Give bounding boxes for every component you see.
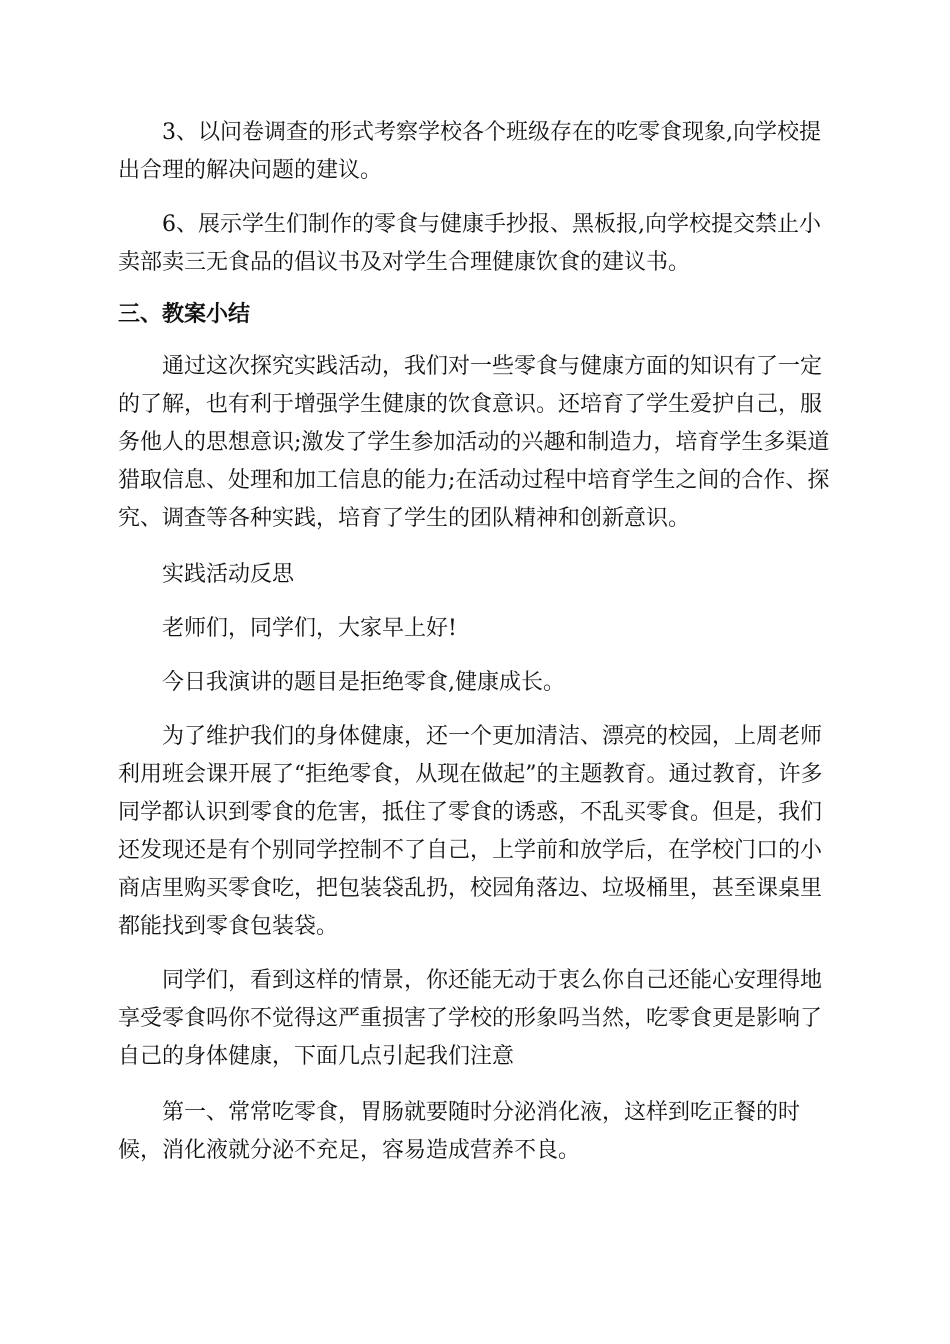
background-paragraph: 为了维护我们的身体健康，还一个更加清洁、漂亮的校园，上周老师利用班会课开展了“拒绝零食，从现在做起”的主题教育。通过教育，许多同学都认识到零食的危害，抵住了零食的诱惑，不乱买零食。但是，我们还发现还是有个别同学控制不了自己，上学前和放学后，在学校门口的小商店里购买零食吃，把包装袋乱扔，校园角落边、垃圾桶里，甚至课桌里都能找到零食包装袋。	[118, 724, 823, 939]
appeal-paragraph: 同学们，看到这样的情景，你还能无动于衷么你自己还能心安理得地享受零食吗你不觉得这严重损害了学校的形象吗当然，吃零食更是影响了自己的身体健康，下面几点引起我们注意	[118, 968, 823, 1069]
summary-paragraph: 通过这次探究实践活动，我们对一些零食与健康方面的知识有了一定的了解，也有利于增强学生健康的饮食意识。还培育了学生爱护自己，服务他人的思想意识;激发了学生参加活动的兴趣和制造力，培育学生多渠道猎取信息、处理和加工信息的能力;在活动过程中培育学生之间的合作、探究、调查等各种实践，培育了学生的团队精神和创新意识。	[118, 354, 830, 531]
section-heading-summary: 三、教案小结	[118, 302, 251, 327]
reflection-title: 实践活动反思	[162, 562, 295, 587]
speech-topic-paragraph: 今日我演讲的题目是拒绝零食,健康成长。	[162, 670, 565, 695]
paragraph-item-6: 6、展示学生们制作的零食与健康手抄报、黑板报,向学校提交禁止小卖部卖三无食品的倡议书及对学生合理健康饮食的建议书。	[118, 212, 821, 275]
paragraph-item-3: 3、以问卷调查的形式考察学校各个班级存在的吃零食现象,向学校提出合理的解决问题的建议。	[118, 120, 821, 183]
point-one-paragraph: 第一、常常吃零食，胃肠就要随时分泌消化液，这样到吃正餐的时候，消化液就分泌不充足，容易造成营养不良。	[118, 1100, 801, 1163]
greeting-paragraph: 老师们，同学们，大家早上好!	[162, 616, 457, 641]
